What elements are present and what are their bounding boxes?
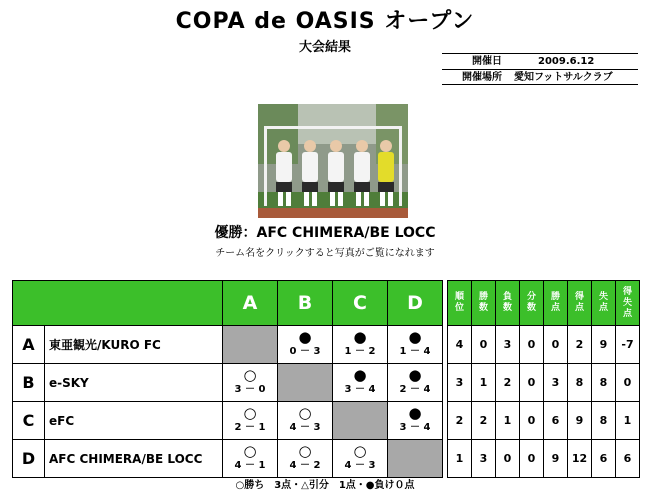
match-score: 4 － 3	[344, 460, 376, 471]
table-row	[13, 364, 640, 402]
stat-points: 9	[544, 440, 568, 478]
venue-value: 愛知フットサルクラブ	[514, 72, 613, 83]
team-name-link[interactable]: AFC CHIMERA/BE LOCC	[45, 440, 223, 478]
stat-goal-diff: 0	[616, 364, 640, 402]
loss-mark-icon: ●	[408, 404, 422, 422]
win-mark-icon: ○	[298, 442, 312, 460]
stat-goals-for: 12	[568, 440, 592, 478]
stat-losses: 1	[496, 402, 520, 440]
league-table	[12, 280, 640, 478]
result-cell-c	[333, 326, 388, 364]
win-mark-icon: ○	[243, 442, 257, 460]
header-draws: 分 数	[520, 281, 544, 326]
result-cell-a	[223, 364, 278, 402]
result-cell-a	[223, 402, 278, 440]
date-row	[442, 53, 638, 69]
stat-points: 3	[544, 364, 568, 402]
row-letter: D	[13, 440, 45, 478]
stat-wins: 3	[472, 440, 496, 478]
match-score: 1 － 4	[399, 346, 431, 357]
match-score: 4 － 1	[234, 460, 266, 471]
stat-rank: 2	[448, 402, 472, 440]
match-score: 3 － 4	[344, 384, 376, 395]
stat-goal-diff: -7	[616, 326, 640, 364]
stat-wins: 0	[472, 326, 496, 364]
legend: ○勝ち 3点・△引分 1点・●負け０点	[235, 480, 415, 491]
win-mark-icon: ○	[298, 404, 312, 422]
row-letter: B	[13, 364, 45, 402]
header-goals-against: 失 点	[592, 281, 616, 326]
self-match-cell	[278, 364, 333, 402]
stat-losses: 0	[496, 440, 520, 478]
stat-goals-for: 2	[568, 326, 592, 364]
result-cell-a	[223, 440, 278, 478]
team-name-link[interactable]: e-SKY	[45, 364, 223, 402]
result-cell-b	[278, 402, 333, 440]
win-mark-icon: ○	[243, 404, 257, 422]
match-score: 2 － 4	[399, 384, 431, 395]
team-photo	[258, 104, 408, 218]
table-row	[13, 402, 640, 440]
stat-losses: 2	[496, 364, 520, 402]
win-mark-icon: ○	[243, 366, 257, 384]
header-team-cell	[13, 281, 223, 326]
page-title: COPA de OASIS オープン	[175, 9, 475, 34]
header-col-a: A	[223, 281, 278, 326]
header-col-c: C	[333, 281, 388, 326]
stat-goals-against: 8	[592, 364, 616, 402]
stat-draws: 0	[520, 440, 544, 478]
header-goal-diff: 得 失 点	[616, 281, 640, 326]
self-match-cell	[333, 402, 388, 440]
header-losses: 負 数	[496, 281, 520, 326]
row-letter: A	[13, 326, 45, 364]
loss-mark-icon: ●	[353, 328, 367, 346]
loss-mark-icon: ●	[353, 366, 367, 384]
winner-heading: 優勝：AFC CHIMERA/BE LOCC	[214, 225, 436, 241]
header-wins: 勝 数	[472, 281, 496, 326]
stat-points: 0	[544, 326, 568, 364]
stat-points: 6	[544, 402, 568, 440]
venue-label: 開催場所	[462, 72, 502, 83]
stat-goals-for: 9	[568, 402, 592, 440]
table-row	[13, 440, 640, 478]
match-score: 0 － 3	[289, 346, 321, 357]
result-cell-d	[388, 402, 443, 440]
result-cell-c	[333, 440, 388, 478]
stat-wins: 2	[472, 402, 496, 440]
match-score: 3 － 0	[234, 384, 266, 395]
stat-rank: 3	[448, 364, 472, 402]
result-cell-b	[278, 440, 333, 478]
stat-draws: 0	[520, 364, 544, 402]
result-cell-c	[333, 364, 388, 402]
loss-mark-icon: ●	[298, 328, 312, 346]
header-points: 勝 点	[544, 281, 568, 326]
match-score: 2 － 1	[234, 422, 266, 433]
header-col-b: B	[278, 281, 333, 326]
result-cell-b	[278, 326, 333, 364]
match-score: 4 － 2	[289, 460, 321, 471]
header-goals-for: 得 点	[568, 281, 592, 326]
date-label: 開催日	[472, 56, 502, 67]
stat-goal-diff: 6	[616, 440, 640, 478]
match-score: 1 － 2	[344, 346, 376, 357]
table-header-row	[13, 281, 640, 326]
stat-draws: 0	[520, 402, 544, 440]
table-row	[13, 326, 640, 364]
header-col-d: D	[388, 281, 443, 326]
stat-goals-against: 8	[592, 402, 616, 440]
photo-caption: チーム名をクリックすると写真がご覧になれます	[215, 248, 435, 259]
event-info	[442, 53, 638, 85]
stat-rank: 4	[448, 326, 472, 364]
loss-mark-icon: ●	[408, 328, 422, 346]
match-score: 3 － 4	[399, 422, 431, 433]
row-letter: C	[13, 402, 45, 440]
team-name-link[interactable]: 東亜観光/KURO FC	[45, 326, 223, 364]
stat-goal-diff: 1	[616, 402, 640, 440]
stat-rank: 1	[448, 440, 472, 478]
date-value: 2009.6.12	[538, 56, 595, 67]
self-match-cell	[223, 326, 278, 364]
stat-draws: 0	[520, 326, 544, 364]
result-cell-d	[388, 364, 443, 402]
venue-row	[442, 69, 638, 85]
stat-losses: 3	[496, 326, 520, 364]
header-rank: 順 位	[448, 281, 472, 326]
result-cell-d	[388, 326, 443, 364]
match-score: 4 － 3	[289, 422, 321, 433]
stat-goals-against: 9	[592, 326, 616, 364]
win-mark-icon: ○	[353, 442, 367, 460]
loss-mark-icon: ●	[408, 366, 422, 384]
page-subtitle: 大会結果	[298, 40, 351, 55]
stat-goals-against: 6	[592, 440, 616, 478]
team-name-link[interactable]: eFC	[45, 402, 223, 440]
stat-wins: 1	[472, 364, 496, 402]
stat-goals-for: 8	[568, 364, 592, 402]
self-match-cell	[388, 440, 443, 478]
